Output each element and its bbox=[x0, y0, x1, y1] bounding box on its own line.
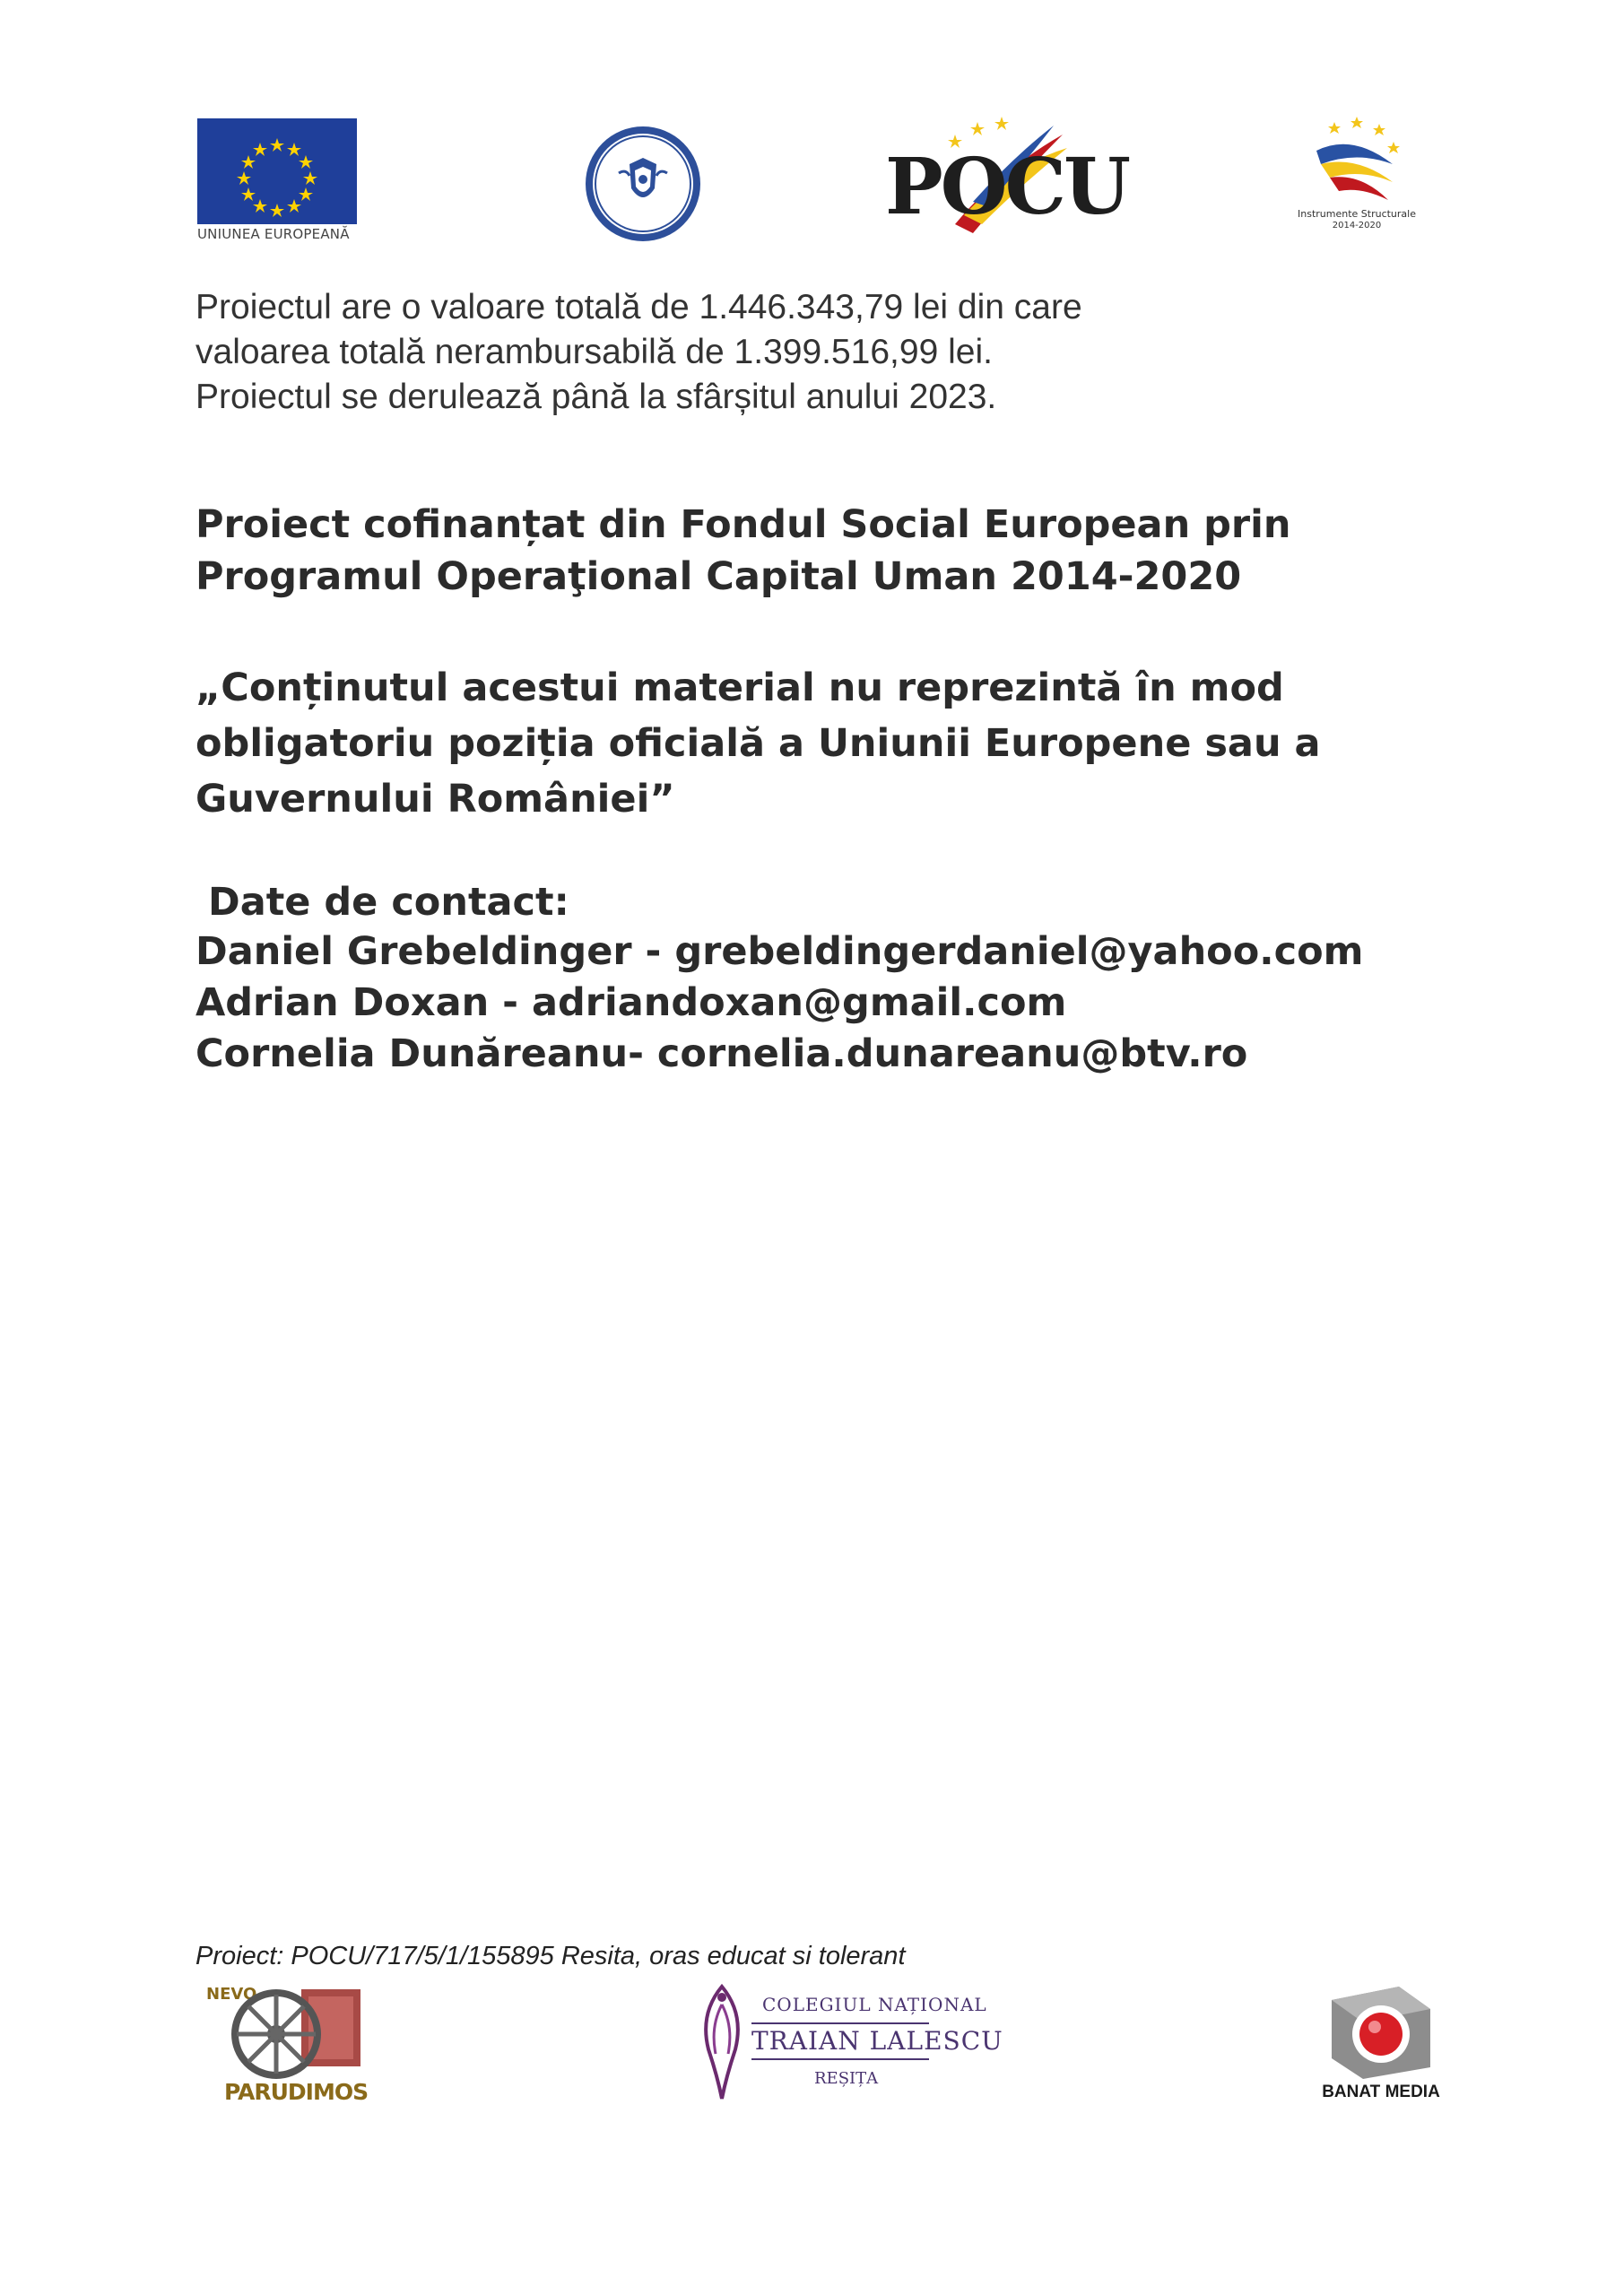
disclaimer-line: obligatoriu poziția oficială a Uniunii Europene sau a bbox=[195, 721, 1321, 766]
pocu-wordmark: POCU bbox=[885, 142, 1129, 232]
footer-project-line: Proiect: POCU/717/5/1/155895 Resita, oras educat si tolerant bbox=[195, 1942, 906, 1970]
eu-flag-icon bbox=[197, 118, 357, 224]
banat-media-icon bbox=[1323, 1982, 1439, 2081]
eu-logo bbox=[197, 118, 357, 244]
cofinanced-line: Proiect cofinanțat din Fondul Social European prin bbox=[195, 502, 1291, 547]
lalescu-line3: REȘIȚA bbox=[814, 2069, 879, 2088]
phoenix-icon bbox=[690, 1978, 753, 2103]
parudimos-logo bbox=[204, 1982, 369, 2106]
contact-heading: Date de contact: bbox=[208, 880, 569, 925]
parudimos-vertical-text: NEVO bbox=[206, 1985, 257, 2004]
structural-instruments-logo bbox=[1290, 115, 1424, 233]
government-logo bbox=[583, 124, 704, 245]
eu-caption: UNIUNEA EUROPEANĂ bbox=[197, 226, 350, 242]
lalescu-line2: TRAIAN LALESCU bbox=[751, 2022, 929, 2060]
banat-media-logo bbox=[1314, 1982, 1448, 2106]
banat-media-text: BANAT MEDIA bbox=[1322, 2083, 1440, 2101]
project-value-block bbox=[195, 285, 1451, 420]
disclaimer-line: „Conținutul acestui material nu reprezintă în mod bbox=[195, 665, 1284, 710]
structural-instruments-caption: Instrumente Structurale bbox=[1298, 208, 1416, 220]
contact-item: Adrian Doxan - adriandoxan@gmail.com bbox=[195, 980, 1067, 1025]
lalescu-line1: COLEGIUL NAȚIONAL bbox=[762, 1994, 987, 2015]
government-seal-icon bbox=[583, 124, 704, 245]
parudimos-text: PARUDIMOS bbox=[224, 2079, 369, 2105]
wagon-wheel-icon bbox=[222, 1982, 366, 2081]
project-value-line: valoarea totală nerambursabilă de 1.399.516,99 lei. bbox=[195, 333, 993, 371]
project-value-line: Proiectul are o valoare totală de 1.446.343,79 lei din care bbox=[195, 288, 1082, 326]
contact-item: Daniel Grebeldinger - grebeldingerdaniel@yahoo.com bbox=[195, 929, 1364, 974]
lalescu-logo bbox=[690, 1978, 1003, 2103]
disclaimer-statement bbox=[195, 660, 1321, 827]
cofinanced-line: Programul Operaţional Capital Uman 2014-2020 bbox=[195, 554, 1242, 599]
cofinanced-statement bbox=[195, 499, 1291, 603]
contact-list bbox=[195, 926, 1363, 1080]
pocu-logo bbox=[883, 117, 1129, 242]
structural-instruments-icon bbox=[1307, 115, 1406, 204]
contact-item: Cornelia Dunăreanu- cornelia.dunareanu@btv.ro bbox=[195, 1031, 1248, 1076]
structural-instruments-years: 2014-2020 bbox=[1332, 221, 1382, 230]
disclaimer-line: Guvernului României” bbox=[195, 777, 675, 822]
project-value-line: Proiectul se derulează până la sfârșitul anului 2023. bbox=[195, 378, 997, 416]
